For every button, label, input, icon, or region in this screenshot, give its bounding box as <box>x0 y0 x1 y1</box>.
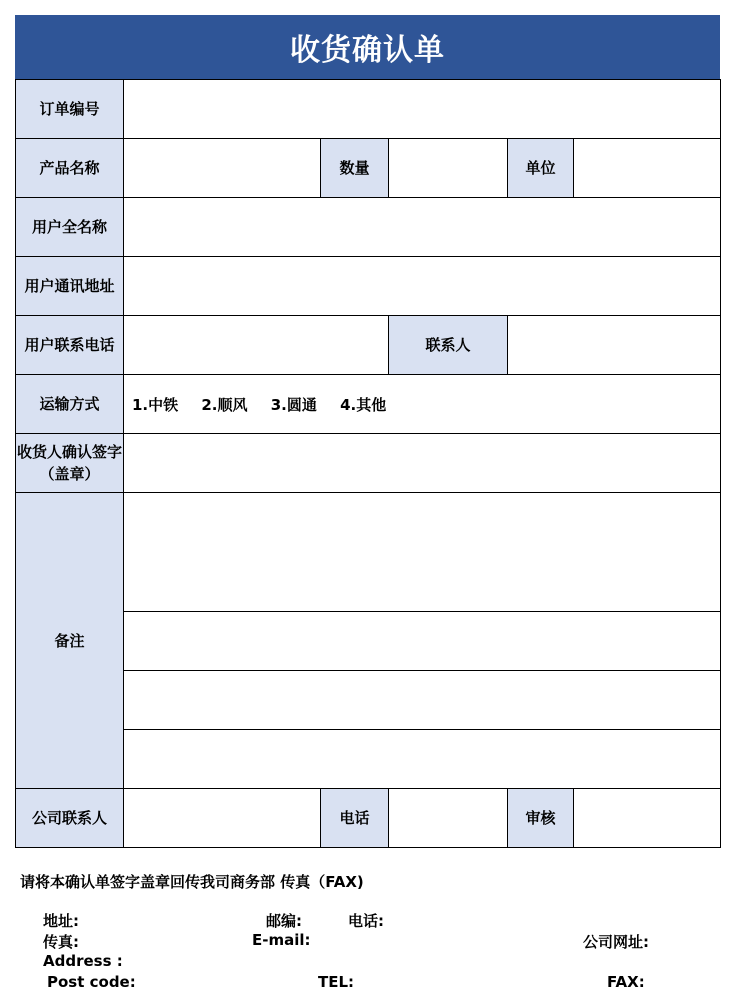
label-phone: 用户联系电话 <box>16 316 124 375</box>
row-shipping <box>16 375 721 434</box>
shipping-option-2[interactable]: 2.顺风 <box>201 395 248 414</box>
label-company-phone: 电话 <box>321 789 389 848</box>
shipping-option-4[interactable]: 4.其他 <box>340 395 387 414</box>
label-customer-name: 用户全名称 <box>16 198 124 257</box>
remarks-field-2[interactable] <box>124 612 721 671</box>
page-title: 收货确认单 <box>15 15 720 79</box>
row-address <box>16 257 721 316</box>
footer-address-cn: 地址: <box>43 912 79 930</box>
label-shipping: 运输方式 <box>16 375 124 434</box>
fax-instruction: 请将本确认单签字盖章回传我司商务部 传真（FAX) <box>20 873 364 891</box>
unit-field[interactable] <box>574 139 721 198</box>
shipping-options[interactable] <box>124 375 721 434</box>
label-company-contact: 公司联系人 <box>16 789 124 848</box>
row-remarks-1 <box>16 493 721 612</box>
label-contact: 联系人 <box>389 316 508 375</box>
remarks-field-4[interactable] <box>124 730 721 789</box>
label-order-no: 订单编号 <box>16 80 124 139</box>
company-phone-field[interactable] <box>389 789 508 848</box>
label-quantity: 数量 <box>321 139 389 198</box>
shipping-option-3[interactable]: 3.圆通 <box>270 395 317 414</box>
label-unit: 单位 <box>508 139 574 198</box>
address-field[interactable] <box>124 257 721 316</box>
label-address: 用户通讯地址 <box>16 257 124 316</box>
shipping-option-1[interactable]: 1.中铁 <box>132 395 179 414</box>
footer-email: E-mail: <box>252 931 311 949</box>
footer-tel-en: TEL: <box>318 973 355 991</box>
product-name-field[interactable] <box>124 139 321 198</box>
row-signature <box>16 434 721 493</box>
phone-field[interactable] <box>124 316 389 375</box>
footer-website-cn: 公司网址: <box>583 933 649 951</box>
label-product-name: 产品名称 <box>16 139 124 198</box>
remarks-field-3[interactable] <box>124 671 721 730</box>
quantity-field[interactable] <box>389 139 508 198</box>
label-review: 审核 <box>508 789 574 848</box>
footer-postcode-en: Post code: <box>47 973 136 991</box>
row-company <box>16 789 721 848</box>
remarks-field-1[interactable] <box>124 493 721 612</box>
contact-field[interactable] <box>508 316 721 375</box>
row-order-no <box>16 80 721 139</box>
row-product <box>16 139 721 198</box>
row-phone <box>16 316 721 375</box>
order-no-field[interactable] <box>124 80 721 139</box>
company-contact-field[interactable] <box>124 789 321 848</box>
label-signature: 收货人确认签字（盖章） <box>16 434 124 493</box>
signature-field[interactable] <box>124 434 721 493</box>
receipt-form-table <box>15 79 721 848</box>
label-remarks: 备注 <box>16 493 124 789</box>
footer-address-en: Address : <box>43 952 123 970</box>
footer-fax-cn: 传真: <box>43 933 79 951</box>
review-field[interactable] <box>574 789 721 848</box>
footer-tel-cn: 电话: <box>348 912 384 930</box>
footer-postcode-cn: 邮编: <box>266 912 302 930</box>
footer-fax-en: FAX: <box>607 973 645 991</box>
customer-name-field[interactable] <box>124 198 721 257</box>
row-customer-name <box>16 198 721 257</box>
